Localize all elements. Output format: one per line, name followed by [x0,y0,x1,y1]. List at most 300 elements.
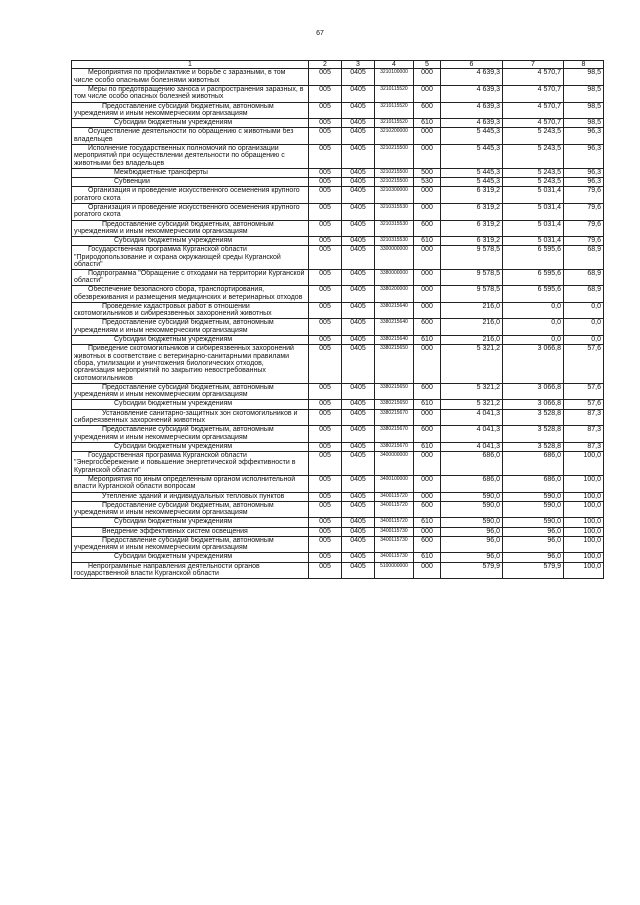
cell-ministry-code: 005 [309,102,342,119]
cell-section-code: 0405 [342,553,375,562]
cell-ministry-code: 005 [309,119,342,128]
cell-planned: 4 639,3 [441,69,503,86]
table-row [72,302,604,319]
cell-target-code: 3380215640 [375,319,414,336]
cell-target-code: 3380215670 [375,442,414,451]
table-row [72,452,604,476]
table-row [72,69,604,86]
cell-executed: 686,0 [503,476,564,493]
cell-target-code: 3400115730 [375,536,414,553]
cell-executed: 3 528,8 [503,426,564,443]
cell-percent: 100,0 [564,536,604,553]
cell-section-code: 0405 [342,220,375,237]
cell-ministry-code: 005 [309,409,342,426]
row-name: Предоставление субсидий бюджетным, автономным учреждениям и иным некоммерческим организациям [72,426,309,443]
row-name: Организация и проведение искусственного осеменения крупного рогатого скота [72,187,309,204]
col-header: 1 [72,61,309,69]
cell-ministry-code: 005 [309,426,342,443]
cell-target-code: 3400115720 [375,518,414,527]
cell-target-code: 5100000000 [375,562,414,579]
cell-section-code: 0405 [342,501,375,518]
cell-expense-type: 000 [414,203,441,220]
table-row [72,553,604,562]
cell-executed: 6 595,6 [503,269,564,286]
cell-percent: 100,0 [564,476,604,493]
row-name: Предоставление субсидий бюджетным, автономным учреждениям и иным некоммерческим организациям [72,383,309,400]
cell-percent: 100,0 [564,452,604,476]
table-row [72,237,604,246]
cell-target-code: 3380215640 [375,335,414,344]
cell-section-code: 0405 [342,527,375,536]
cell-planned: 9 578,5 [441,269,503,286]
cell-executed: 5 031,4 [503,187,564,204]
cell-ministry-code: 005 [309,452,342,476]
cell-percent: 100,0 [564,492,604,501]
table-row [72,86,604,103]
col-header: 2 [309,61,342,69]
cell-target-code: 3380000000 [375,269,414,286]
cell-expense-type: 000 [414,527,441,536]
cell-executed: 3 528,8 [503,442,564,451]
row-name: Организация и проведение искусственного осеменения крупного рогатого скота [72,203,309,220]
row-name: Субсидии бюджетным учреждениям [72,335,309,344]
cell-target-code: 3380215650 [375,345,414,384]
cell-target-code: 3210115520 [375,119,414,128]
table-row [72,442,604,451]
cell-section-code: 0405 [342,286,375,303]
cell-executed: 590,0 [503,518,564,527]
cell-expense-type: 600 [414,501,441,518]
cell-ministry-code: 005 [309,562,342,579]
cell-section-code: 0405 [342,400,375,409]
row-name: Подпрограмма "Обращение с отходами на территории Курганской области" [72,269,309,286]
cell-planned: 4 639,3 [441,102,503,119]
cell-section-code: 0405 [342,383,375,400]
cell-executed: 3 066,8 [503,383,564,400]
cell-section-code: 0405 [342,302,375,319]
row-name: Утепление зданий и индивидуальных тепловых пунктов [72,492,309,501]
cell-percent: 68,9 [564,269,604,286]
cell-executed: 0,0 [503,302,564,319]
cell-percent: 98,5 [564,69,604,86]
cell-expense-type: 610 [414,442,441,451]
cell-executed: 3 528,8 [503,409,564,426]
cell-target-code: 3380215650 [375,383,414,400]
row-name: Проведение кадастровых работ в отношении скотомогильников и сибиреязвенных захоронений животных [72,302,309,319]
cell-ministry-code: 005 [309,168,342,177]
cell-target-code: 3210315530 [375,237,414,246]
col-header: 7 [503,61,564,69]
cell-target-code: 3210115520 [375,86,414,103]
cell-planned: 216,0 [441,335,503,344]
cell-ministry-code: 005 [309,178,342,187]
cell-planned: 590,0 [441,492,503,501]
row-name: Субвенции [72,178,309,187]
cell-planned: 5 445,3 [441,168,503,177]
cell-planned: 4 041,3 [441,442,503,451]
cell-section-code: 0405 [342,345,375,384]
cell-expense-type: 000 [414,286,441,303]
cell-section-code: 0405 [342,187,375,204]
cell-percent: 87,3 [564,426,604,443]
row-name: Предоставление субсидий бюджетным, автономным учреждениям и иным некоммерческим организациям [72,319,309,336]
cell-ministry-code: 005 [309,86,342,103]
cell-expense-type: 000 [414,492,441,501]
cell-percent: 100,0 [564,562,604,579]
table-row [72,501,604,518]
cell-executed: 0,0 [503,335,564,344]
cell-section-code: 0405 [342,335,375,344]
cell-percent: 96,3 [564,178,604,187]
cell-section-code: 0405 [342,144,375,168]
row-name: Государственная программа Курганской области "Природопользование и охрана окружающей среды Курганской области" [72,246,309,269]
row-name: Внедрение эффективных систем освещения [72,527,309,536]
cell-ministry-code: 005 [309,536,342,553]
row-name: Мероприятия по иным определенным органом исполнительной власти Курганской области вопросам [72,476,309,493]
cell-expense-type: 600 [414,426,441,443]
cell-expense-type: 600 [414,102,441,119]
cell-percent: 98,5 [564,119,604,128]
cell-executed: 96,0 [503,527,564,536]
cell-percent: 57,6 [564,400,604,409]
row-name: Предоставление субсидий бюджетным, автономным учреждениям и иным некоммерческим организациям [72,536,309,553]
cell-ministry-code: 005 [309,220,342,237]
cell-section-code: 0405 [342,86,375,103]
table-row [72,203,604,220]
cell-planned: 5 445,3 [441,178,503,187]
row-name: Субсидии бюджетным учреждениям [72,237,309,246]
cell-section-code: 0405 [342,128,375,145]
cell-planned: 5 445,3 [441,128,503,145]
cell-expense-type: 000 [414,452,441,476]
cell-ministry-code: 005 [309,246,342,269]
cell-expense-type: 610 [414,518,441,527]
cell-section-code: 0405 [342,442,375,451]
cell-percent: 96,3 [564,168,604,177]
cell-ministry-code: 005 [309,553,342,562]
cell-ministry-code: 005 [309,400,342,409]
cell-executed: 3 066,8 [503,400,564,409]
cell-planned: 6 319,2 [441,237,503,246]
cell-expense-type: 600 [414,220,441,237]
cell-expense-type: 000 [414,144,441,168]
cell-executed: 579,9 [503,562,564,579]
cell-ministry-code: 005 [309,492,342,501]
cell-section-code: 0405 [342,409,375,426]
cell-planned: 4 041,3 [441,409,503,426]
cell-executed: 6 595,6 [503,246,564,269]
cell-section-code: 0405 [342,168,375,177]
cell-ministry-code: 005 [309,187,342,204]
cell-expense-type: 000 [414,269,441,286]
cell-expense-type: 610 [414,335,441,344]
col-header: 3 [342,61,375,69]
cell-planned: 686,0 [441,476,503,493]
cell-section-code: 0405 [342,69,375,86]
cell-ministry-code: 005 [309,203,342,220]
cell-target-code: 3210215500 [375,144,414,168]
cell-target-code: 3400100000 [375,476,414,493]
cell-planned: 590,0 [441,518,503,527]
cell-expense-type: 530 [414,178,441,187]
header-row [72,61,604,69]
cell-section-code: 0405 [342,178,375,187]
cell-percent: 100,0 [564,553,604,562]
table-row [72,492,604,501]
cell-executed: 3 066,8 [503,345,564,384]
cell-expense-type: 600 [414,536,441,553]
cell-planned: 4 041,3 [441,426,503,443]
table-row [72,119,604,128]
cell-ministry-code: 005 [309,237,342,246]
row-name: Осуществление деятельности по обращению с животными без владельцев [72,128,309,145]
table-row [72,220,604,237]
cell-ministry-code: 005 [309,69,342,86]
cell-percent: 87,3 [564,442,604,451]
cell-target-code: 3400115720 [375,501,414,518]
cell-expense-type: 000 [414,86,441,103]
cell-executed: 5 243,5 [503,178,564,187]
cell-executed: 5 243,5 [503,168,564,177]
cell-percent: 79,6 [564,237,604,246]
row-name: Субсидии бюджетным учреждениям [72,553,309,562]
row-name: Субсидии бюджетным учреждениям [72,442,309,451]
cell-ministry-code: 005 [309,442,342,451]
cell-target-code: 3210115520 [375,102,414,119]
cell-expense-type: 610 [414,237,441,246]
cell-section-code: 0405 [342,452,375,476]
cell-section-code: 0405 [342,492,375,501]
row-name: Государственная программа Курганской области "Энергосбережение и повышение энергетической эффективности в Курганской области" [72,452,309,476]
cell-expense-type: 600 [414,383,441,400]
cell-percent: 0,0 [564,319,604,336]
cell-executed: 4 570,7 [503,102,564,119]
cell-section-code: 0405 [342,203,375,220]
col-header: 4 [375,61,414,69]
cell-expense-type: 000 [414,69,441,86]
cell-executed: 4 570,7 [503,119,564,128]
table-row [72,426,604,443]
cell-expense-type: 000 [414,345,441,384]
cell-expense-type: 500 [414,168,441,177]
cell-percent: 87,3 [564,409,604,426]
cell-planned: 686,0 [441,452,503,476]
cell-percent: 0,0 [564,302,604,319]
table-row [72,400,604,409]
table-row [72,246,604,269]
cell-percent: 57,6 [564,345,604,384]
cell-ministry-code: 005 [309,501,342,518]
cell-percent: 98,5 [564,102,604,119]
cell-target-code: 3380215640 [375,302,414,319]
cell-planned: 9 578,5 [441,286,503,303]
cell-executed: 5 243,5 [503,128,564,145]
cell-target-code: 3400115720 [375,492,414,501]
cell-planned: 216,0 [441,302,503,319]
table-row [72,345,604,384]
cell-target-code: 3380200000 [375,286,414,303]
cell-ministry-code: 005 [309,319,342,336]
cell-expense-type: 000 [414,246,441,269]
cell-section-code: 0405 [342,426,375,443]
cell-executed: 96,0 [503,536,564,553]
row-name: Исполнение государственных полномочий по организации мероприятий при осуществлении деятельности по обращению с животными без владельцев [72,144,309,168]
cell-percent: 68,9 [564,286,604,303]
cell-executed: 590,0 [503,492,564,501]
row-name: Предоставление субсидий бюджетным, автономным учреждениям и иным некоммерческим организациям [72,501,309,518]
cell-section-code: 0405 [342,476,375,493]
cell-ministry-code: 005 [309,128,342,145]
cell-target-code: 3210300000 [375,187,414,204]
table-body [72,69,604,579]
col-header: 6 [441,61,503,69]
cell-planned: 6 319,2 [441,220,503,237]
table-row [72,476,604,493]
cell-planned: 4 639,3 [441,86,503,103]
table-row [72,383,604,400]
cell-target-code: 3210315530 [375,203,414,220]
cell-percent: 100,0 [564,501,604,518]
cell-percent: 0,0 [564,335,604,344]
cell-section-code: 0405 [342,518,375,527]
cell-section-code: 0405 [342,119,375,128]
row-name: Обеспечение безопасного сбора, транспортирования, обезвреживания и размещения медицинских и ветеринарных отходов [72,286,309,303]
cell-expense-type: 000 [414,562,441,579]
cell-ministry-code: 005 [309,345,342,384]
cell-planned: 5 321,2 [441,383,503,400]
cell-ministry-code: 005 [309,269,342,286]
table-row [72,178,604,187]
table-row [72,187,604,204]
cell-percent: 79,6 [564,203,604,220]
cell-ministry-code: 005 [309,286,342,303]
col-header: 5 [414,61,441,69]
table-row [72,128,604,145]
cell-percent: 96,3 [564,144,604,168]
cell-target-code: 3210215500 [375,168,414,177]
cell-target-code: 3210100000 [375,69,414,86]
cell-ministry-code: 005 [309,335,342,344]
cell-section-code: 0405 [342,269,375,286]
table-row [72,335,604,344]
cell-target-code: 3210315530 [375,220,414,237]
cell-planned: 5 321,2 [441,345,503,384]
cell-target-code: 3380215650 [375,400,414,409]
cell-section-code: 0405 [342,536,375,553]
row-name: Предоставление субсидий бюджетным, автономным учреждениям и иным некоммерческим организациям [72,102,309,119]
cell-section-code: 0405 [342,102,375,119]
cell-expense-type: 000 [414,302,441,319]
row-name: Субсидии бюджетным учреждениям [72,400,309,409]
cell-target-code: 3380215670 [375,426,414,443]
cell-planned: 5 321,2 [441,400,503,409]
cell-planned: 590,0 [441,501,503,518]
cell-planned: 216,0 [441,319,503,336]
table-row [72,409,604,426]
cell-percent: 100,0 [564,527,604,536]
row-name: Меры по предотвращению заноса и распространения заразных, в том числе особо опасных болезней животных [72,86,309,103]
cell-executed: 686,0 [503,452,564,476]
cell-percent: 57,6 [564,383,604,400]
table-row [72,536,604,553]
cell-executed: 590,0 [503,501,564,518]
cell-ministry-code: 005 [309,476,342,493]
cell-expense-type: 000 [414,128,441,145]
table-row [72,286,604,303]
cell-section-code: 0405 [342,237,375,246]
cell-target-code: 3400115730 [375,553,414,562]
cell-expense-type: 610 [414,553,441,562]
cell-executed: 6 595,6 [503,286,564,303]
cell-executed: 5 243,5 [503,144,564,168]
cell-planned: 6 319,2 [441,203,503,220]
cell-target-code: 3380215670 [375,409,414,426]
cell-ministry-code: 005 [309,383,342,400]
cell-ministry-code: 005 [309,527,342,536]
budget-table [71,60,604,579]
cell-ministry-code: 005 [309,518,342,527]
cell-executed: 5 031,4 [503,237,564,246]
cell-planned: 96,0 [441,536,503,553]
cell-percent: 100,0 [564,518,604,527]
cell-planned: 9 578,5 [441,246,503,269]
row-name: Субсидии бюджетным учреждениям [72,518,309,527]
cell-target-code: 3400000000 [375,452,414,476]
cell-planned: 96,0 [441,527,503,536]
cell-executed: 5 031,4 [503,203,564,220]
cell-target-code: 3300000000 [375,246,414,269]
col-header: 8 [564,61,604,69]
cell-expense-type: 000 [414,476,441,493]
table-row [72,562,604,579]
cell-ministry-code: 005 [309,302,342,319]
cell-executed: 4 570,7 [503,86,564,103]
row-name: Непрограммные направления деятельности органов государственной власти Курганской области [72,562,309,579]
cell-planned: 579,9 [441,562,503,579]
table-row [72,527,604,536]
cell-percent: 79,6 [564,187,604,204]
cell-expense-type: 610 [414,400,441,409]
table-row [72,319,604,336]
cell-percent: 79,6 [564,220,604,237]
cell-ministry-code: 005 [309,144,342,168]
cell-target-code: 3210215500 [375,178,414,187]
row-name: Установление санитарно-защитных зон скотомогильников и сибиреязвенных захоронений животных [72,409,309,426]
cell-expense-type: 000 [414,187,441,204]
cell-executed: 4 570,7 [503,69,564,86]
cell-percent: 98,5 [564,86,604,103]
cell-percent: 96,3 [564,128,604,145]
cell-expense-type: 610 [414,119,441,128]
cell-executed: 5 031,4 [503,220,564,237]
cell-percent: 68,9 [564,246,604,269]
cell-planned: 6 319,2 [441,187,503,204]
table-row [72,518,604,527]
cell-expense-type: 600 [414,319,441,336]
cell-section-code: 0405 [342,246,375,269]
table-row [72,144,604,168]
cell-planned: 5 445,3 [441,144,503,168]
cell-section-code: 0405 [342,562,375,579]
row-name: Межбюджетные трансферты [72,168,309,177]
table-row [72,269,604,286]
cell-target-code: 3210200000 [375,128,414,145]
table-row [72,102,604,119]
row-name: Субсидии бюджетным учреждениям [72,119,309,128]
cell-executed: 96,0 [503,553,564,562]
row-name: Предоставление субсидий бюджетным, автономным учреждениям и иным некоммерческим организациям [72,220,309,237]
row-name: Мероприятия по профилактике и борьбе с заразными, в том числе особо опасными болезнями животных [72,69,309,86]
